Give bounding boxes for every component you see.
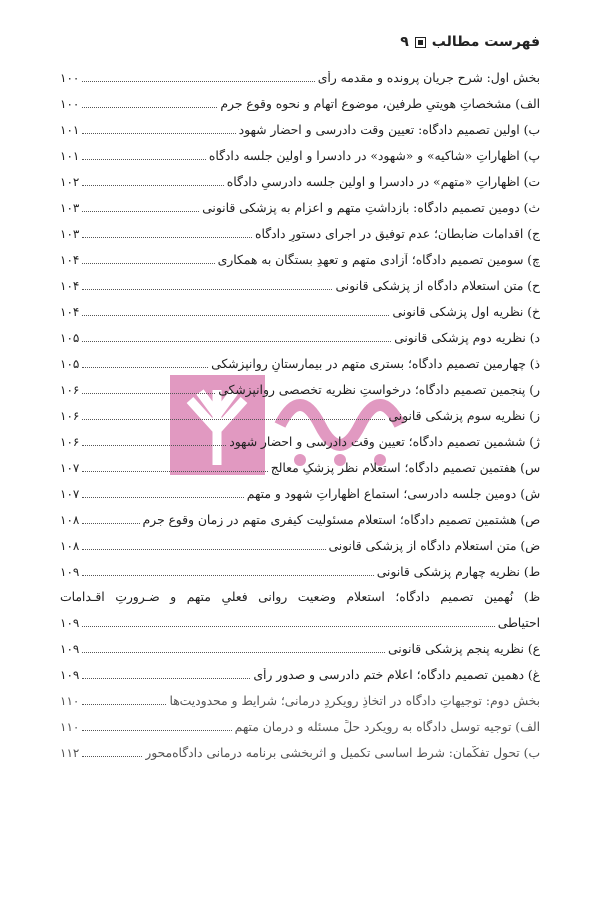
leader-dots (82, 96, 217, 108)
leader-dots (82, 252, 214, 264)
toc-entry-page: ۱۱۲ (60, 746, 80, 760)
toc-entry-page: ۱۰۱ (60, 123, 80, 137)
leader-dots (82, 564, 373, 576)
toc-entry-page: ۱۰۸ (60, 513, 80, 527)
toc-entry[interactable] (60, 667, 540, 683)
leader-dots (82, 122, 235, 134)
toc-entry[interactable] (60, 96, 540, 112)
toc-entry-title: ش) دومین جلسه دادرسی؛ استماعِ اظهاراتِ شهود و متهم (246, 487, 540, 501)
toc-entry-title: ض) متن استعلام دادگاه از پزشکی قانونی (328, 539, 540, 553)
toc-entry-title: ح) متن استعلام دادگاه از پزشکی قانونی (335, 279, 540, 293)
page-title: فهرست مطالب (431, 34, 540, 50)
toc-entry-page: ۱۰۶ (60, 409, 80, 423)
toc-entry[interactable] (60, 719, 540, 735)
toc-entry-title: ث) دومین تصمیم دادگاه: بازداشتِ متهم و اعزام به پزشکی قانونی (202, 201, 540, 215)
toc-entry-page: ۱۰۸ (60, 539, 80, 553)
toc-entry-page: ۱۰۳ (60, 201, 80, 215)
toc-entry[interactable] (60, 641, 540, 657)
leader-dots (82, 70, 314, 82)
toc-entry[interactable] (60, 486, 540, 502)
toc-entry[interactable] (60, 382, 540, 398)
toc-entry-page: ۱۰۰ (60, 97, 80, 111)
toc-entry-page: ۱۰۳ (60, 227, 80, 241)
toc-entry-title: ص) هشتمین تصمیم دادگاه؛ استعلام مسئولیت کیفری متهم در زمان وقوع جرم (142, 513, 540, 527)
toc-entry-title: چ) سومین تصمیم دادگاه؛ آزادی متهم و تعهدِ بستگان به همکاری (217, 253, 540, 267)
leader-dots (82, 304, 389, 316)
toc-entry-page: ۱۰۱ (60, 149, 80, 163)
toc-entry[interactable] (60, 122, 540, 138)
leader-dots (82, 330, 391, 342)
leader-dots (82, 200, 199, 212)
toc-entry[interactable] (60, 356, 540, 372)
toc-entry[interactable] (60, 226, 540, 242)
leader-dots (82, 615, 494, 627)
toc-entry[interactable] (60, 693, 540, 709)
toc-entry-page: ۱۰۲ (60, 175, 80, 189)
toc-entry[interactable] (60, 512, 540, 528)
toc-entry-title-cont: احتیاطی (497, 616, 540, 630)
toc-entry-page: ۱۰۴ (60, 279, 80, 293)
toc-entry-title: ب) تحول تفکّمان: شرط اساسی تکمیل و اثربخشی برنامه درمانی دادگاه‌محور (145, 746, 540, 760)
leader-dots (82, 460, 267, 472)
toc-entry-title: بخش دوم: توجیهاتِ دادگاه در اتخاذِ رویکردِ درمانی؛ شرایط و محدودیت‌ها (169, 694, 540, 708)
leader-dots (82, 693, 166, 705)
toc-entry[interactable] (60, 434, 540, 450)
toc-entry-title: ز) نظریه سوم پزشکی قانونی (388, 409, 540, 423)
leader-dots (82, 667, 250, 679)
toc-entry-page: ۱۰۷ (60, 461, 80, 475)
toc-entry-page: ۱۰۹ (60, 616, 80, 630)
leader-dots (82, 719, 231, 731)
toc-entry-title: ذ) چهارمین تصمیم دادگاه؛ بستری متهم در بیمارستانِ روانپزشکی (211, 357, 540, 371)
toc-entry-title: ج) اقدامات ضابطان؛ عدم توفیق در اجرای دستورِ دادگاه (255, 227, 540, 241)
leader-dots (82, 148, 206, 160)
page-header (60, 34, 540, 50)
toc-entry[interactable] (60, 538, 540, 554)
leader-dots (82, 226, 252, 238)
toc-entry[interactable] (60, 148, 540, 164)
page-number: ۹ (400, 34, 409, 50)
leader-dots (82, 174, 223, 186)
toc-entry-title: الف) توجیه توسل دادگاه به رویکرد حلِّ مسئله و درمان متهم (234, 720, 540, 734)
toc-entry-title: ظ) نُهمین تصمیم دادگاه؛ استعلام وضعیت روانی فعلیِ متهم و ضـرورتِ اقـدامات (60, 590, 540, 604)
toc-entry-page: ۱۰۴ (60, 305, 80, 319)
toc-entry-title: ب) اولین تصمیم دادگاه: تعیین وقت دادرسی و احضار شهود (238, 123, 540, 137)
toc-entry-page: ۱۰۹ (60, 642, 80, 656)
toc-entry-page: ۱۱۰ (60, 694, 80, 708)
toc-entry-title: س) هفتمین تصمیم دادگاه؛ استعلام نظر پزشکِ معالج (270, 461, 540, 475)
leader-dots (82, 356, 208, 368)
square-bullet-icon (415, 37, 426, 48)
leader-dots (82, 512, 139, 524)
toc-entry[interactable] (60, 304, 540, 320)
leader-dots (82, 278, 332, 290)
toc-entry[interactable] (60, 564, 540, 580)
toc-entry-page: ۱۰۰ (60, 71, 80, 85)
toc-entry-title: الف) مشخصاتِ هویتیِ طرفین، موضوع اتهام و نحوه وقوع جرم (220, 97, 540, 111)
toc-entry-title: خ) نظریه اول پزشکی قانونی (392, 305, 540, 319)
toc-entry-page: ۱۰۶ (60, 383, 80, 397)
toc-entry-title: غ) دهمین تصمیم دادگاه؛ اعلام ختم دادرسی و صدور رأی (253, 668, 540, 682)
toc-entry[interactable] (60, 252, 540, 268)
leader-dots (82, 538, 325, 550)
toc-entry-page: ۱۰۵ (60, 331, 80, 345)
leader-dots (82, 486, 243, 498)
toc-entry[interactable] (60, 330, 540, 346)
toc-entry-page: ۱۰۶ (60, 435, 80, 449)
toc-entry[interactable] (60, 408, 540, 424)
toc-entry-page: ۱۱۰ (60, 720, 80, 734)
toc-entry[interactable] (60, 278, 540, 294)
toc-entry-title: ژ) ششمین تصمیم دادگاه؛ تعیینِ وقت دادرسی و احضار شهود (229, 435, 540, 449)
toc-entry-page: ۱۰۹ (60, 668, 80, 682)
toc-entry[interactable] (60, 174, 540, 190)
toc-entry-title: ع) نظریه پنجم پزشکی قانونی (388, 642, 540, 656)
toc-entry-title: پ) اظهاراتِ «شاکیه» و «شهود» در دادسرا و اولین جلسه دادگاه (208, 149, 540, 163)
toc-entry-title: د) نظریه دوم پزشکی قانونی (394, 331, 540, 345)
toc-entry-page: ۱۰۹ (60, 565, 80, 579)
toc-entry[interactable] (60, 745, 540, 761)
table-of-contents (60, 70, 540, 771)
toc-entry-title: ط) نظریه چهارم پزشکی قانونی (376, 565, 540, 579)
toc-entry-page: ۱۰۴ (60, 253, 80, 267)
toc-entry-title: ت) اظهاراتِ «متهم» در دادسرا و اولین جلسه دادرسیِ دادگاه (226, 175, 540, 189)
toc-entry[interactable] (60, 460, 540, 476)
toc-entry[interactable] (60, 70, 540, 86)
toc-entry-page: ۱۰۷ (60, 487, 80, 501)
toc-entry-page: ۱۰۵ (60, 357, 80, 371)
toc-entry[interactable] (60, 200, 540, 216)
leader-dots (82, 408, 385, 420)
leader-dots (82, 745, 142, 757)
toc-entry-title: ر) پنجمین تصمیم دادگاه؛ درخواستِ نظریه تخصصی روانپزشکی (218, 383, 540, 397)
leader-dots (82, 382, 215, 394)
toc-entry[interactable] (60, 590, 540, 631)
toc-entry-title: بخش اول: شرح جریان پرونده و مقدمه رأی (317, 71, 540, 85)
leader-dots (82, 641, 385, 653)
leader-dots (82, 434, 226, 446)
